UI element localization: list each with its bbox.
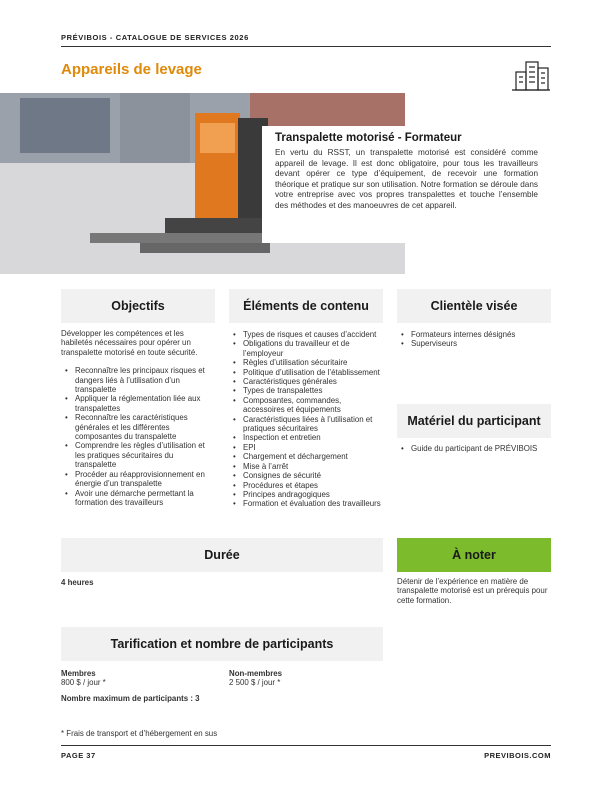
- page-number: PAGE 37: [61, 751, 96, 760]
- list-item: • Reconnaître les principaux risques et dangers liés à l’utilisation d’un transpalette: [63, 366, 215, 394]
- list-item: • Chargement et déchargement: [231, 452, 385, 461]
- list-item: • Formateurs internes désignés: [399, 330, 553, 339]
- list-item: • Composantes, commandes, accessoires et équipements: [231, 396, 385, 415]
- list-item: • EPI: [231, 443, 385, 452]
- list-item: • Inspection et entretien: [231, 433, 385, 442]
- members-pricing: [61, 669, 106, 688]
- course-title: Transpalette motorisé - Formateur: [275, 132, 462, 144]
- clientele-heading: Clientèle visée: [397, 289, 551, 323]
- members-label: Membres: [61, 669, 96, 678]
- list-item: • Appliquer la réglementation liée aux transpalettes: [63, 394, 215, 413]
- contenu-heading: Éléments de contenu: [229, 289, 383, 323]
- list-item: • Caractéristiques générales: [231, 377, 385, 386]
- duree-heading: Durée: [61, 538, 383, 572]
- materiel-heading: Matériel du participant: [397, 404, 551, 438]
- list-item: • Reconnaître les caractéristiques générales et les différentes composantes du transpalette: [63, 413, 215, 441]
- nonmembers-pricing: [229, 669, 282, 688]
- section-title: Appareils de levage: [61, 61, 202, 78]
- list-item: • Procéder au réapprovisionnement en énergie d’un transpalette: [63, 470, 215, 489]
- list-item: • Avoir une démarche permettant la formation des travailleurs: [63, 489, 215, 508]
- list-item: • Consignes de sécurité: [231, 471, 385, 480]
- contenu-column: [231, 330, 385, 509]
- list-item: • Caractéristiques liées à l’utilisation et pratiques sécuritaires: [231, 415, 385, 434]
- list-item: • Principes andragogiques: [231, 490, 385, 499]
- list-item: • Règles d’utilisation sécuritaire: [231, 358, 385, 367]
- header-divider: [61, 46, 551, 47]
- list-item: • Formation et évaluation des travailleurs: [231, 499, 385, 508]
- list-item: • Superviseurs: [399, 339, 553, 348]
- objectifs-intro: Développer les compétences et les habiletés nécessaires pour opérer un transpalette motorisé en toute sécurité.: [61, 329, 198, 357]
- list-item: • Types de transpalettes: [231, 386, 385, 395]
- course-description-card: [262, 126, 551, 243]
- list-item: • Politique d’utilisation de l’établissement: [231, 368, 385, 377]
- nonmembers-price: 2 500 $ / jour *: [229, 678, 281, 688]
- materiel-column: [399, 444, 553, 453]
- objectifs-heading: Objectifs: [61, 289, 215, 323]
- fees-note: * Frais de transport et d’hébergement en sus: [61, 729, 218, 738]
- duree-value: 4 heures: [61, 578, 94, 587]
- website-link: PREVIBOIS.COM: [484, 751, 551, 760]
- members-price: 800 $ / jour *: [61, 678, 106, 688]
- list-item: • Procédures et étapes: [231, 481, 385, 490]
- list-item: • Guide du participant de PRÉVIBOIS: [399, 444, 553, 453]
- catalog-header: PRÉVIBOIS - CATALOGUE DE SERVICES 2026: [61, 33, 249, 42]
- footer-divider: [61, 745, 551, 746]
- tarification-heading: Tarification et nombre de participants: [61, 627, 383, 661]
- list-item: • Comprendre les règles d’utilisation et les pratiques sécuritaires du transpalette: [63, 441, 215, 469]
- list-item: • Obligations du travailleur et de l’employeur: [231, 339, 385, 358]
- course-description: En vertu du RSST, un transpalette motorisé est considéré comme appareil de levage. Il est donc obligatoire, pour tous les travailleurs devant opérer ce type d’équipement, de recevoir une formation théorique et pratique sur son utilisation. Notre formation se déroule dans votre entreprise avec vos propres transpalettes et touche l’ensemble des méthodes et des manoeuvres de cet appareil.: [275, 148, 538, 210]
- max-participants: Nombre maximum de participants : 3: [61, 694, 200, 703]
- a-noter-text: Détenir de l’expérience en matière de transpalette motorisé est un prérequis pour cette formation.: [397, 577, 548, 605]
- objectifs-column: [61, 329, 215, 507]
- clientele-column: [399, 330, 553, 349]
- buildings-icon: [510, 58, 552, 94]
- a-noter-heading: À noter: [397, 538, 551, 572]
- list-item: • Mise à l’arrêt: [231, 462, 385, 471]
- nonmembers-label: Non-membres: [229, 669, 283, 678]
- list-item: • Types de risques et causes d’accident: [231, 330, 385, 339]
